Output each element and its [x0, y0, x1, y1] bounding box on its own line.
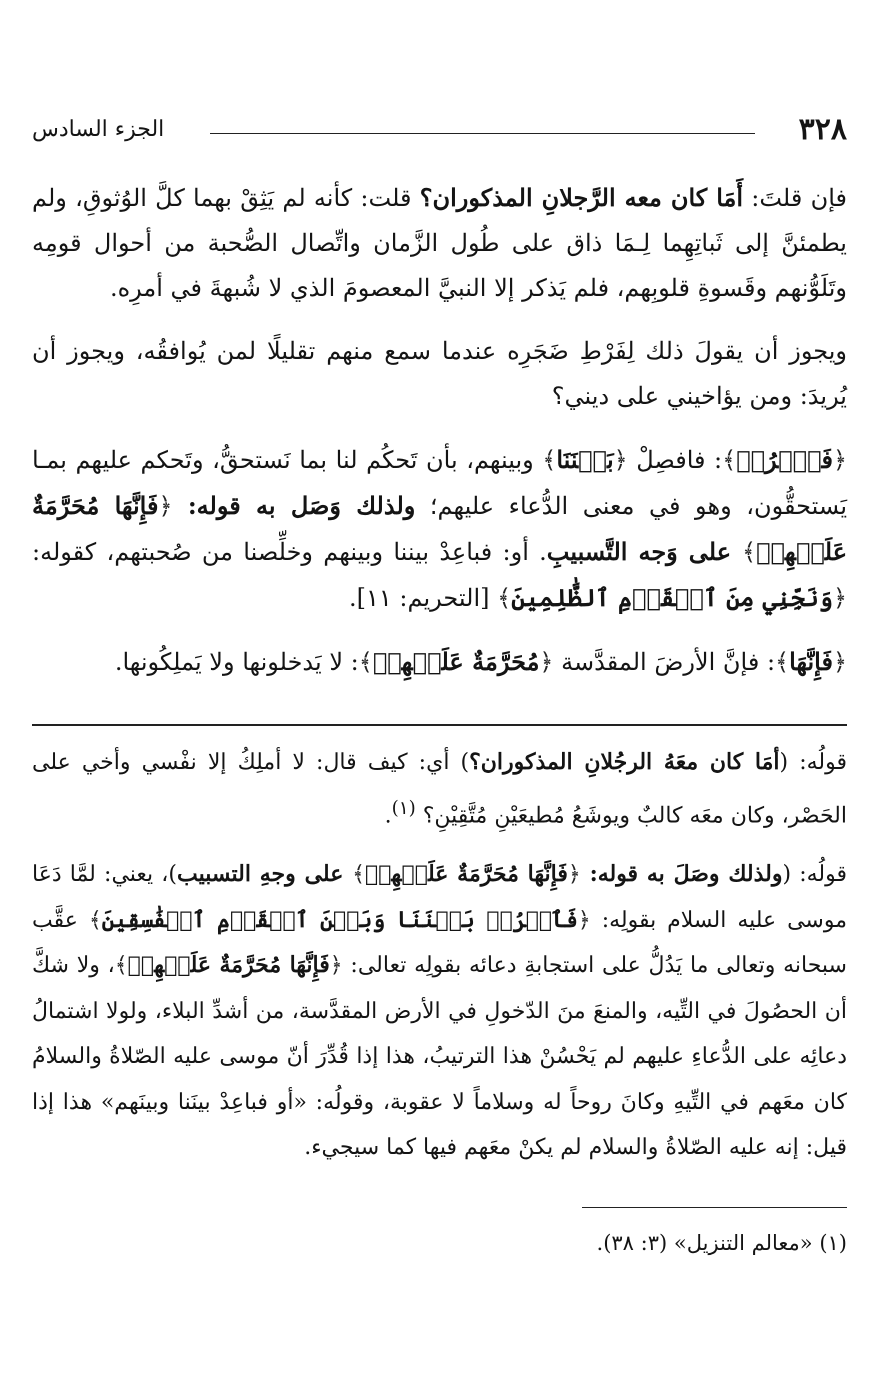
- quran-quote: فَإِنَّهَا مُحَرَّمَةٌ عَلَيۡهِمۡ: [365, 861, 568, 888]
- main-paragraph-3: [32, 437, 847, 621]
- text-run: )، يعني: لمَّا دَعَا موسى عليه السلام بقولِه:: [32, 862, 848, 933]
- text-run: : لا يَدخلونها ولا يَملِكُونها.: [114, 648, 359, 676]
- quran-bracket-open: ﴿: [613, 446, 628, 474]
- text-run: ) أي: كيف قال: لا أملِكُ إلا نفْسي وأخي على الحَصْر، وكان معَه كالبٌ ويوشَعُ مُطيعَيْنِ مُتَّقِيْنِ؟: [32, 750, 847, 828]
- quran-quote: فَإِنَّهَا مُحَرَّمَةٌ عَلَيۡهِمۡ: [127, 952, 330, 979]
- text-run: : فافصِلْ: [627, 446, 723, 474]
- quran-bracket-open: ﴿: [539, 648, 554, 676]
- main-paragraph-2: [32, 329, 847, 419]
- text-run: ، ولا شكَّ أن الحصُولَ في التِّيه، والمنعَ منَ الدّخولِ في الأرض المقدَّسة، من أشدِّ البلاء، ولولا اشتمالُ دعائِه على الدُّعاءِ عليهم لم يَحْسُنْ هذا الترتيبُ، هذا إذا قُدِّرَ أنّ موسى عليه الصّلاةُ والسلامُ كان معَهم في التِّيهِ وكانَ روحاً له وسلاماً لا عقوبة، وقولُه: «أو فباعِدْ بينَنا وبينَهم» هذا إذا قيل: إنه عليه الصّلاةُ والسلام لم يكنْ معَهم فيها كما سيجيء.: [32, 953, 847, 1161]
- text-run: ويجوز أن يقولَ ذلك لِفَرْطِ ضَجَرِه عندما سمع منهم تقليلًا لمن يُوافقُه، ويجوز أن يُريدَ: ومن يؤاخيني على ديني؟: [32, 337, 847, 410]
- quran-quote: فَإِنَّهَا: [789, 647, 833, 676]
- commentary-paragraph-1: [32, 740, 847, 838]
- main-paragraph-4: [32, 639, 847, 685]
- quran-quote: مُحَرَّمَةٌ عَلَيۡهِمۡ: [372, 647, 540, 676]
- quran-bracket-open: ﴿: [832, 648, 847, 676]
- quran-quote: وَنَجِّنِي مِنَ ٱلۡقَوۡمِ ٱلظَّٰلِمِينَ: [511, 583, 833, 612]
- section-divider: [32, 724, 847, 726]
- quoted-phrase: أمَا كان معَهُ الرجُلانِ المذكوران؟: [469, 749, 780, 775]
- quran-bracket-open: ﴿: [329, 953, 343, 979]
- quran-bracket-close: ﴾: [88, 907, 102, 933]
- commentary-text: [32, 740, 847, 1185]
- quran-bracket-open: ﴿: [832, 446, 848, 474]
- page-number: ٣٢٨: [798, 112, 847, 147]
- quran-bracket-open: ﴿: [832, 584, 847, 612]
- quran-bracket-close: ﴾: [114, 953, 128, 979]
- text-run: . أو: فباعِدْ بيننا وبينهم وخلِّصنا من صُحبتهم، كقوله:: [32, 538, 547, 566]
- quran-quote: فَإِنَّهَا مُحَرَّمَةٌ عَلَيۡهِمۡ: [32, 491, 848, 566]
- footnote-reference[interactable]: (١): [391, 797, 416, 819]
- quran-bracket-open: ﴿: [577, 907, 591, 933]
- footnote: [32, 1226, 847, 1260]
- footnote-text: «معالم التنزيل» (٣: ٣٨).: [596, 1231, 820, 1255]
- quoted-phrase: على وجهِ التسبيب: [176, 861, 353, 888]
- text-run: قولُه: (: [782, 862, 847, 888]
- quran-bracket-close: ﴾: [722, 446, 737, 474]
- text-run: قولُه: (: [779, 750, 847, 775]
- commentary-paragraph-2: [32, 852, 847, 1171]
- quran-bracket-open: ﴿: [567, 862, 581, 888]
- text-run: فإن قلتَ:: [743, 184, 847, 212]
- bold-run: ولذلك وَصَل به قوله:: [172, 491, 416, 520]
- running-title: الجزء السادس: [32, 117, 165, 142]
- footnote-marker: (١): [819, 1231, 847, 1255]
- quran-bracket-close: ﴾: [352, 862, 366, 888]
- quran-bracket-close: ﴾: [542, 446, 557, 474]
- bold-run: على وَجه التَّسبيبِ: [546, 537, 743, 566]
- quran-bracket-open: ﴿: [158, 492, 173, 520]
- quran-bracket-close: ﴾: [775, 648, 790, 676]
- running-header: [32, 110, 847, 150]
- text-run: وبينهم، بأن تَحكُم لنا بما نَستحقُّ، وتَحكم عليهم بمـا يَستحقُّون، وهو في معنى الدُّعاء عليهم؛: [32, 446, 847, 520]
- quran-bracket-close: ﴾: [742, 538, 757, 566]
- text-run: عقَّب سبحانه وتعالى ما يَدُلُّ على استجابةِ دعائه بقولِه تعالى:: [32, 907, 847, 979]
- main-text: [32, 175, 847, 703]
- text-run: : فإنَّ الأرضَ المقدَّسة: [553, 648, 776, 676]
- text-run: قلت: كأنه لم يَثِقْ بهما كلَّ الوُثوقِ، ولم يطمئنَّ إلى ثَباتِهِما لِـمَا ذاق على طُول الزَّمان واتِّصال الصُّحبة من أحوال قومِه وتَلَوُّنهم وقَسوةِ قلوبِهم، فلم يَذكر إلا النبيَّ المعصومَ الذي لا شُبهةَ في أمرِه.: [32, 184, 847, 302]
- header-rule: [210, 133, 755, 134]
- quran-bracket-close: ﴾: [358, 648, 373, 676]
- quoted-question: أَمَا كان معه الرَّجلانِ المذكوران؟: [419, 183, 744, 212]
- citation: [التحريم: ١١].: [349, 584, 498, 612]
- quran-quote: فَٱفۡرُقۡ: [736, 445, 833, 474]
- quran-quote: فَٱفۡرُقۡ بَيۡنَنَا وَبَيۡنَ ٱلۡقَوۡمِ ٱلۡفَٰسِقِينَ: [101, 906, 578, 933]
- footnote-rule: [582, 1207, 847, 1208]
- quoted-phrase: ولذلك وصَلَ به قوله:: [580, 861, 783, 888]
- quran-bracket-close: ﴾: [497, 584, 512, 612]
- main-paragraph-1: [32, 175, 847, 311]
- quran-quote: بَيۡنَنَا: [556, 445, 614, 474]
- text-run: .: [384, 802, 392, 828]
